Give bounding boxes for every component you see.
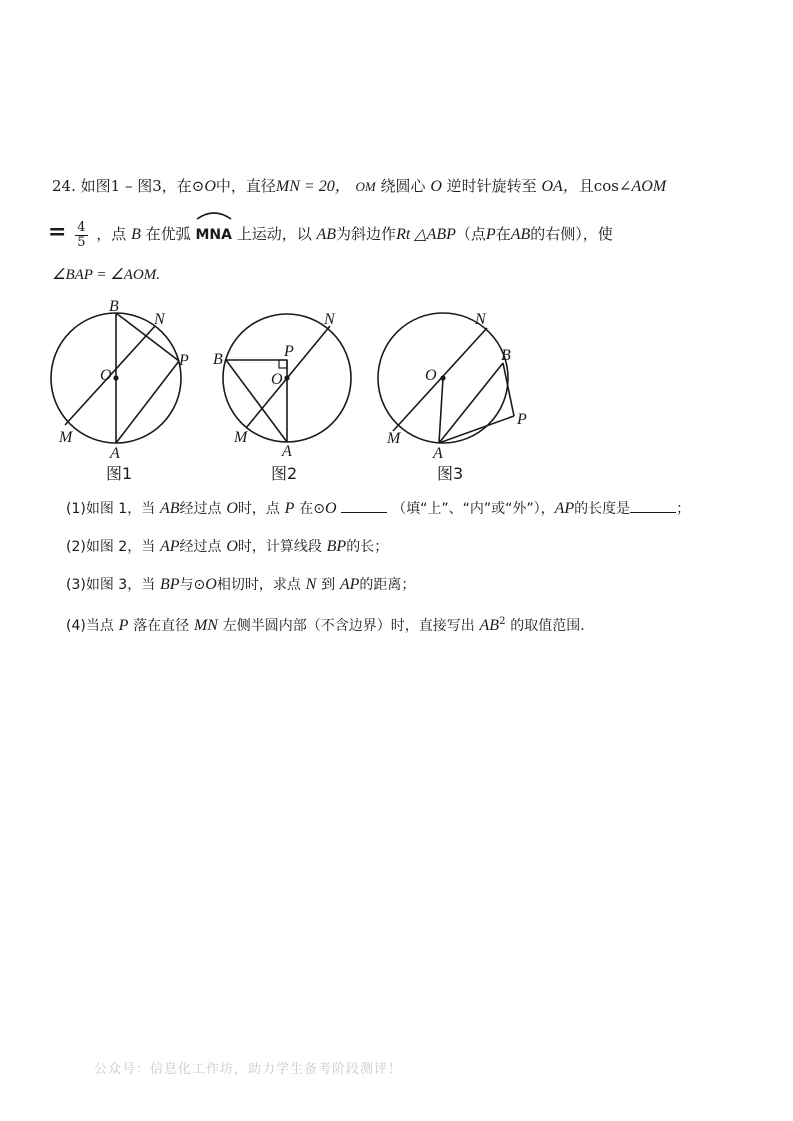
arc-mark-icon <box>195 210 233 220</box>
figure-1 <box>51 298 189 462</box>
svg-text:N: N <box>154 311 165 328</box>
svg-text:M: M <box>234 429 248 446</box>
problem-line-3: ∠BAP = ∠AOM. <box>52 267 160 283</box>
problem-number: 24. <box>52 177 76 195</box>
arc-mna: MNA <box>195 212 231 252</box>
geometry-figures <box>48 298 548 488</box>
equals-sign: = <box>48 219 67 245</box>
question-4: (4)当点 P 落在直径 MN 左侧半圆内部（不含边界）时，直接写出 $AB^2$ 的取值范围. <box>66 616 585 634</box>
problem-line-2: = $\frac{4}{5}$ ，点 B 在优弧 MNA 上运动，以 AB为斜边作Rt △ABP（点P在AB的右侧），使 <box>48 212 613 252</box>
svg-text:A: A <box>110 445 120 462</box>
svg-text:O: O <box>425 367 437 384</box>
svg-text:B: B <box>109 298 119 315</box>
svg-text:B: B <box>501 347 511 364</box>
svg-text:P: P <box>284 343 294 360</box>
svg-text:A: A <box>282 443 292 460</box>
problem-line-1: 24. 如图1 – 图3，在⊙O中，直径MN = 20， OM 绕圆心 O 逆时针旋转至 OA，且cos∠AOM <box>52 177 667 195</box>
svg-text:N: N <box>475 311 486 328</box>
svg-text:M: M <box>387 430 401 447</box>
svg-text:A: A <box>433 445 443 462</box>
question-3: (3)如图 3，当 BP与⊙O相切时，求点 N 到 AP的距离； <box>66 576 416 593</box>
svg-text:P: P <box>517 411 527 428</box>
svg-text:O: O <box>271 371 283 388</box>
svg-text:N: N <box>324 311 335 328</box>
svg-text:B: B <box>213 351 223 368</box>
answer-blank-2[interactable] <box>630 498 676 513</box>
figures <box>48 298 548 492</box>
caption-figure-2: 图2 <box>271 464 298 483</box>
figure-2 <box>213 311 351 460</box>
caption-figure-3: 图3 <box>437 464 464 483</box>
footer-watermark: 公众号：信息化工作坊，助力学生备考阶段测评！ <box>94 1062 403 1077</box>
question-1: (1)如图 1，当 AB经过点 O时，点 P 在⊙O （填“上”、“内”或“外”），AP的长度是 ； <box>66 500 691 517</box>
caption-figure-1: 图1 <box>106 464 133 483</box>
answer-blank-1[interactable] <box>341 498 387 513</box>
svg-text:O: O <box>100 367 112 384</box>
svg-text:P: P <box>179 352 189 369</box>
figure-3 <box>378 311 527 462</box>
question-2: (2)如图 2，当 AP经过点 O时，计算线段 BP的长； <box>66 538 389 555</box>
fraction-four-fifths: $\frac{4}{5}$ <box>77 219 86 250</box>
svg-text:M: M <box>59 429 73 446</box>
